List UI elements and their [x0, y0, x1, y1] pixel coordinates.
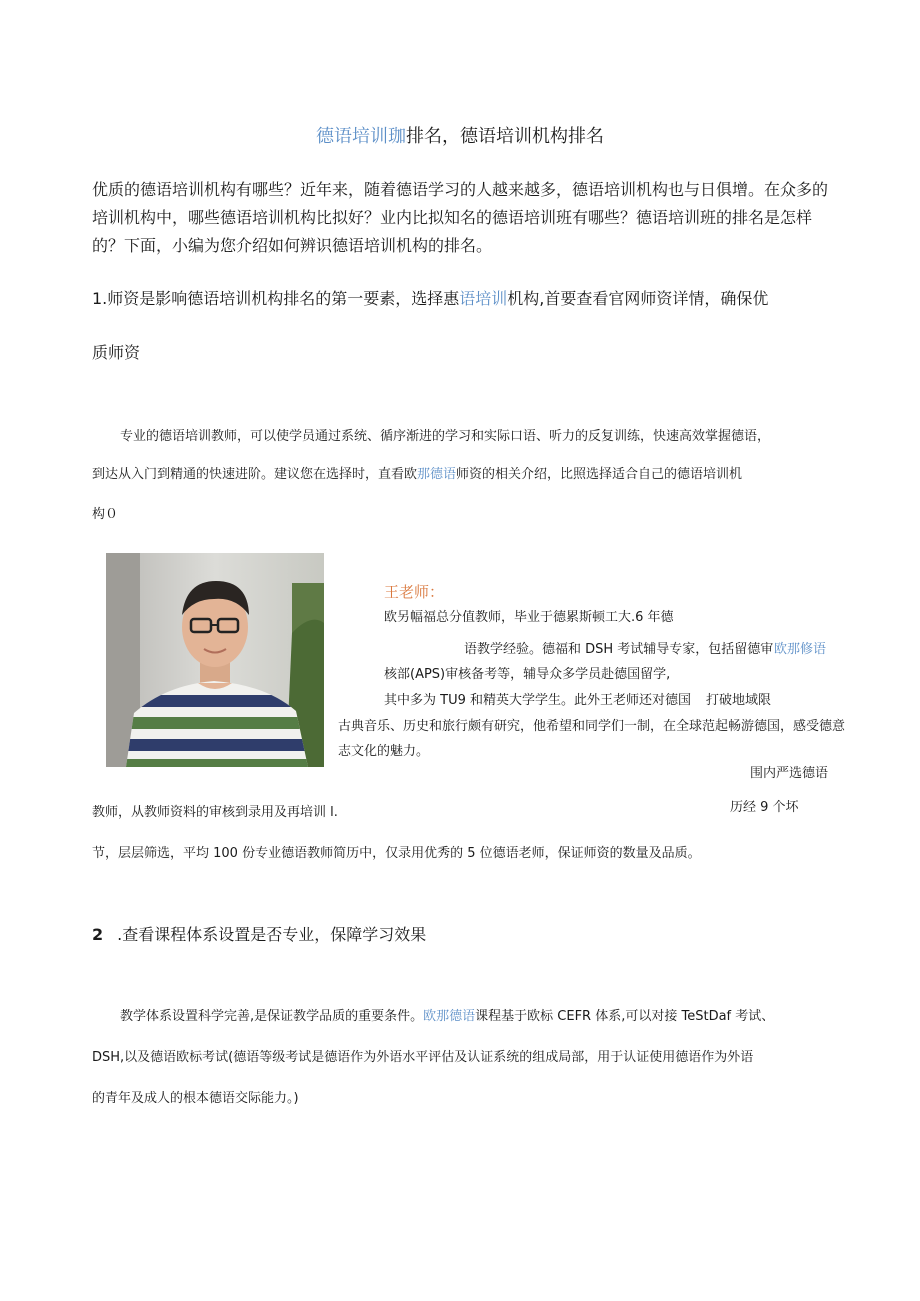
para-1-link[interactable]: 那德语: [417, 467, 457, 482]
point-1-continuation: 质师资: [92, 343, 141, 362]
teacher-line-4: 其中多为 TU9 和精英大学学生。此外王老师还对德国: [384, 693, 691, 708]
teacher-line-1: 欧另幅福总分值教师，毕业于德累斯顿工大.6 年德: [384, 610, 674, 625]
teacher-name: 王老师：: [384, 583, 445, 601]
teacher-line-3: 核部(APS)审核备考等，辅导众多学员赴德国留学,: [384, 667, 671, 682]
point-1-heading: [92, 286, 768, 309]
point-1-link[interactable]: 语培训: [459, 289, 508, 308]
para-2-line-2: 节，层层筛选，平均 100 份专业德语教师简历中，仅录用优秀的 5 位德语老师，保证师资的数量及品质。: [92, 846, 701, 861]
para-1-text-end: 师资的相关介绍，比照选择适合自己的德语培训机: [456, 467, 743, 482]
para-1-line-3: 构０: [92, 507, 119, 522]
para-2-line-1: 教师，从教师资料的审核到录用及再培训 l.: [92, 805, 338, 820]
point-2-text: .查看课程体系设置是否专业，保障学习效果: [117, 925, 427, 944]
para-3-line-3: 的青年及成人的根本德语交际能力。): [92, 1091, 299, 1106]
teacher-line-2: 语教学经验。德福和 DSH 考试辅导专家，包括留德审: [464, 642, 774, 657]
title-text: 排名，德语培训机构排名: [406, 126, 604, 147]
point-1-text: 1.师资是影响德语培训机构排名的第一要素，选择惠: [92, 289, 460, 308]
para-1-line-2: [92, 463, 742, 482]
teacher-line-5: 古典音乐、历史和旅行颇有研究，他希望和同学们一制，在全球范起畅游德国，感受德意: [338, 719, 846, 734]
para-3-line-1: [120, 1005, 774, 1024]
para-3-text-end: 课程基于欧标 CEFR 体系,可以对接 TeStDaf 考试、: [475, 1009, 775, 1024]
title-link[interactable]: 德语培训珈: [316, 126, 406, 147]
page-title: [0, 122, 920, 148]
point-1-text-end: 机构,首要查看官网师资详情，确保优: [507, 289, 769, 308]
para-2-line-1-end: 历经 9 个坏: [730, 800, 799, 815]
teacher-line-6: 志文化的魅力。: [338, 744, 430, 759]
teacher-link[interactable]: 欧那修语: [774, 642, 827, 657]
teacher-line-7: 围内严选德语: [750, 766, 829, 781]
para-3-link[interactable]: 欧那德语: [423, 1009, 476, 1024]
point-2-number: 2: [92, 925, 104, 944]
intro-paragraph: 优质的德语培训机构有哪些？近年来，随着德语学习的人越来越多，德语培训机构也与日俱增。在众多的培训机构中，哪些德语培训机构比拟好？业内比拟知名的德语培训班有哪些？德语培训班的排名是怎样的？下面，小编为您介绍如何辨识德语培训机构的排名。: [92, 180, 829, 255]
teacher-photo: [106, 553, 324, 767]
para-3-line-2: DSH,以及德语欧标考试(德语等级考试是德语作为外语水平评估及认证系统的组成局部，用于认证使用德语作为外语: [92, 1050, 754, 1065]
para-1-text: 到达从入门到精通的快速进阶。建议您在选择时，直看欧: [92, 467, 418, 482]
point-2-heading: [92, 922, 426, 945]
teacher-line-4-end: 打破地域限: [706, 693, 772, 708]
para-3-text: 教学体系设置科学完善,是保证教学品质的重要条件。: [120, 1009, 424, 1024]
para-1-line-1: 专业的德语培训教师，可以使学员通过系统、循序渐进的学习和实际口语、听力的反复训练，快速高效掌握德语，: [120, 429, 771, 444]
